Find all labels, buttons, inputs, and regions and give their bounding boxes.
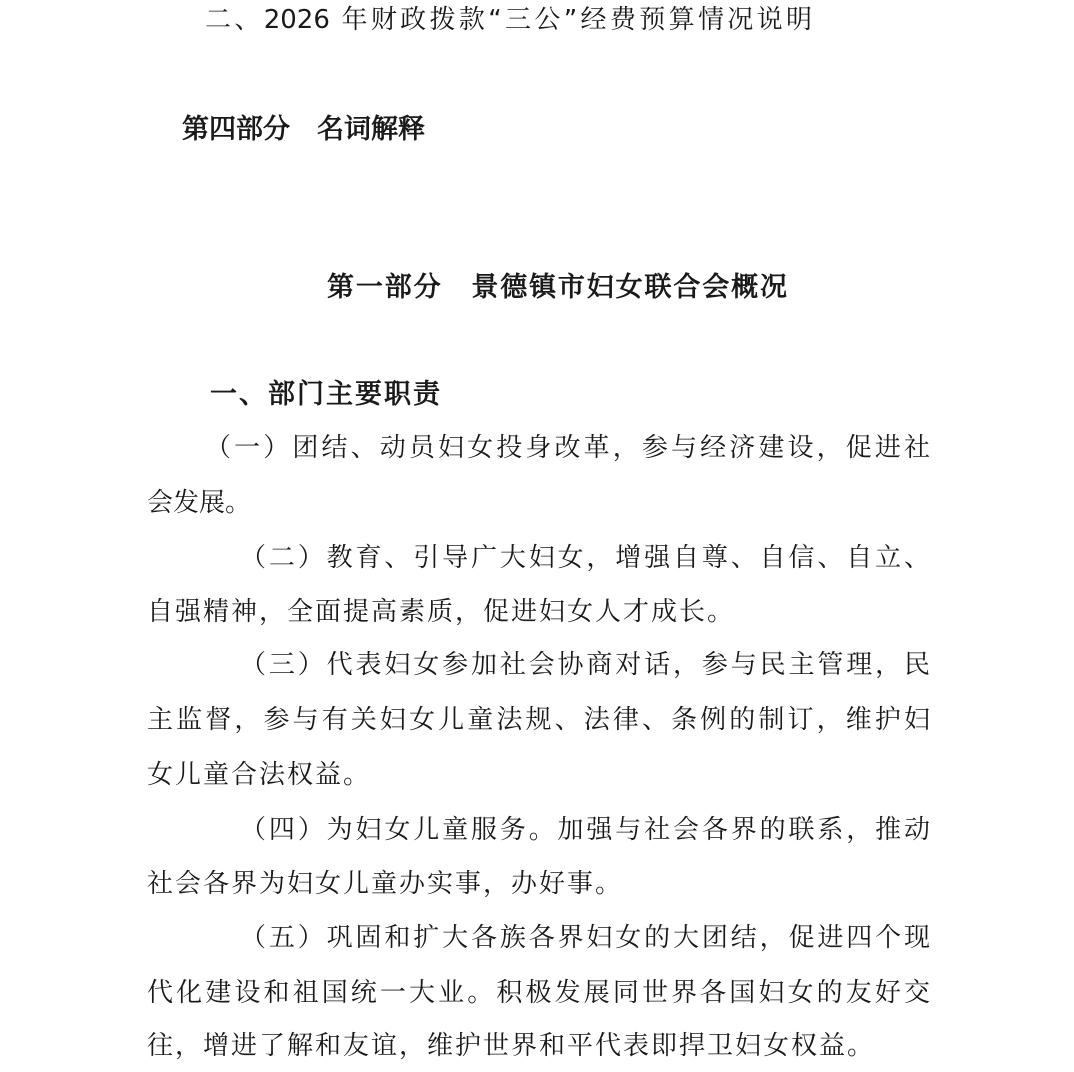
section1-heading: 一、部门主要职责 <box>210 379 440 410</box>
paragraph-line: 往，增进了解和友谊，维护世界和平代表即捍卫妇女权益。 <box>147 1031 876 1061</box>
paragraph-line: （一）团结、动员妇女投身改革，参与经济建设，促进社 <box>205 433 930 463</box>
paragraph-line: 代化建设和祖国统一大业。积极发展同世界各国妇女的友好交 <box>147 978 930 1008</box>
paragraph-line: 社会各界为妇女儿童办实事，办好事。 <box>147 869 624 899</box>
paragraph-line: （五）巩固和扩大各族各界妇女的大团结，促进四个现 <box>240 923 930 953</box>
paragraph-line: 会发展。 <box>147 488 252 518</box>
paragraph-line: （二）教育、引导广大妇女，增强自尊、自信、自立、 <box>240 543 930 573</box>
toc-item: 二、2026 年财政拨款“三公”经费预算情况说明 <box>205 5 812 35</box>
part1-heading: 第一部分 景德镇市妇女联合会概况 <box>327 272 787 303</box>
paragraph-line: 主监督，参与有关妇女儿童法规、法律、条例的制订，维护妇 <box>147 705 930 735</box>
part4-heading: 第四部分 名词解释 <box>182 114 425 145</box>
paragraph-line: 女儿童合法权益。 <box>147 760 372 790</box>
paragraph-line: （三）代表妇女参加社会协商对话，参与民主管理，民 <box>240 650 930 680</box>
paragraph-line: 自强精神，全面提高素质，促进妇女人才成长。 <box>147 597 736 627</box>
paragraph-line: （四）为妇女儿童服务。加强与社会各界的联系，推动 <box>240 815 930 845</box>
